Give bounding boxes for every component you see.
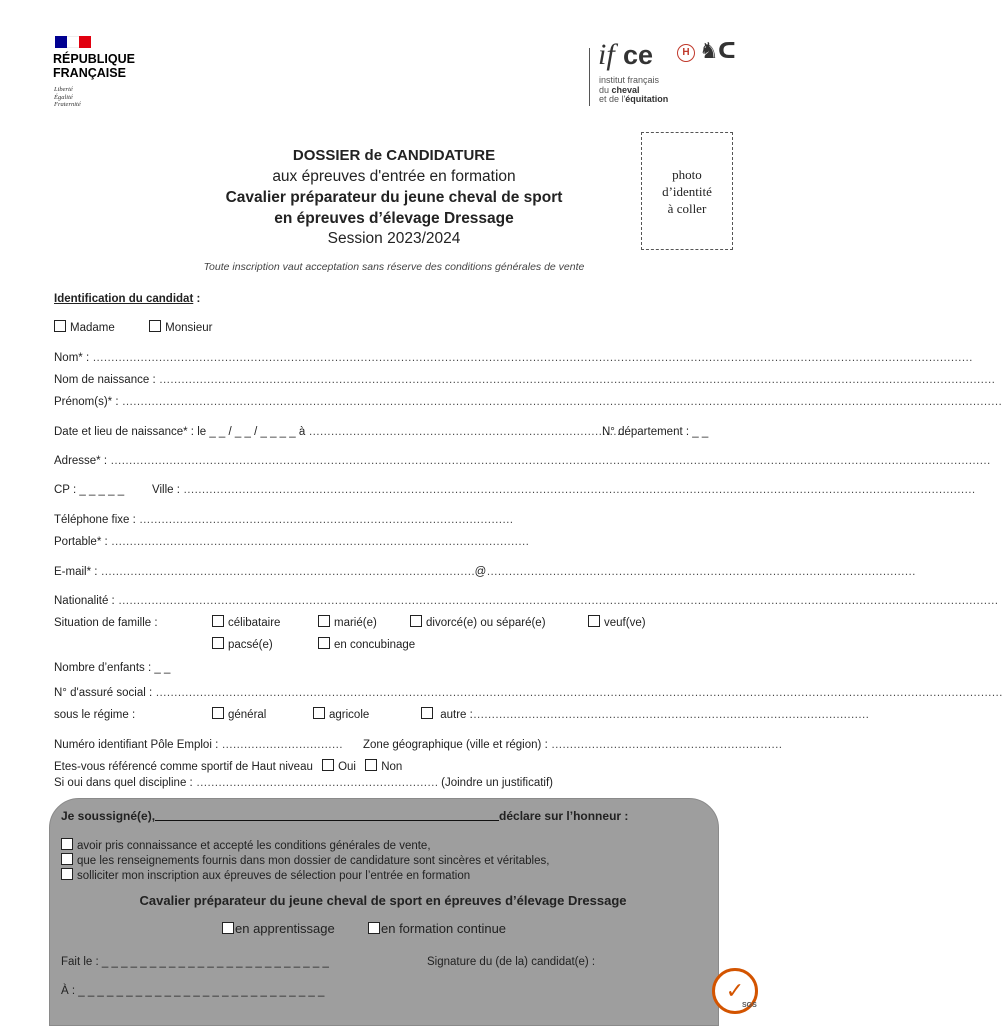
- celibataire-option[interactable]: célibataire: [212, 615, 280, 631]
- declaration-item-2[interactable]: que les renseignements fournis dans mon dossier de candidature sont sincères et véritables,: [61, 853, 549, 869]
- ifce-logo-rule: [589, 48, 590, 106]
- regime-general-option[interactable]: général: [212, 707, 266, 723]
- pole-emploi-field[interactable]: Numéro identifiant Pôle Emploi : ……………………………: [54, 739, 343, 751]
- item3-checkbox[interactable]: [61, 868, 73, 880]
- document-title: [120, 146, 668, 249]
- haut-niveau-non-checkbox[interactable]: [365, 759, 377, 771]
- section-identification: Identification du candidat :: [54, 293, 201, 305]
- lieu-field[interactable]: À : _ _ _ _ _ _ _ _ _ _ _ _ _ _ _ _ _ _ _ _ _ _ _ _ _ _: [61, 985, 325, 997]
- autre-checkbox[interactable]: [421, 707, 433, 719]
- fait-le-field[interactable]: Fait le : _ _ _ _ _ _ _ _ _ _ _ _ _ _ _ _ _ _ _ _ _ _ _ _: [61, 956, 329, 968]
- nom-field[interactable]: Nom* : ……………………………………………………………………………………………………………………………………………………………………………………………………………………: [54, 352, 973, 364]
- sgs-label: SGS: [742, 1002, 757, 1009]
- regime-autre-option[interactable]: autre :………………………………………………………………………………………………: [421, 707, 734, 723]
- photo-placeholder: photo d’identité à coller: [641, 132, 733, 250]
- concubinage-option[interactable]: en concubinage: [318, 637, 415, 653]
- formation-continue-option[interactable]: en formation continue: [368, 921, 506, 937]
- marie-checkbox[interactable]: [318, 615, 330, 627]
- concubinage-checkbox[interactable]: [318, 637, 330, 649]
- email-field[interactable]: E-mail* : …………………………………………………………………………………………@………………………………………………………………………………………………………: [54, 566, 916, 578]
- marie-option[interactable]: marié(e): [318, 615, 377, 631]
- general-checkbox[interactable]: [212, 707, 224, 719]
- portable-field[interactable]: Portable* : ……………………………………………………………………………………………………: [54, 536, 529, 548]
- flag-red: [79, 36, 91, 48]
- ifce-haras-icon: H: [677, 44, 695, 62]
- prenom-field[interactable]: Prénom(s)* : ……………………………………………………………………………………………………………………………………………………………………………………………………………………: [54, 396, 1002, 408]
- tagline: Toute inscription vaut acceptation sans réserve des conditions générales de vente: [203, 261, 585, 273]
- pacse-option[interactable]: pacsé(e): [212, 637, 273, 653]
- nombre-enfants-field[interactable]: Nombre d’enfants : _ _: [54, 662, 171, 674]
- declaration-item-1[interactable]: avoir pris connaissance et accepté les conditions générales de vente,: [61, 838, 431, 854]
- discipline-field[interactable]: Si oui dans quel discipline : ………………………………………………………… (Joindre un justificatif): [54, 777, 553, 789]
- monsieur-label: Monsieur: [165, 322, 213, 334]
- check-icon: ✓: [725, 978, 745, 1003]
- title-line-4: en épreuves d’élevage Dressage: [274, 210, 514, 227]
- celibataire-checkbox[interactable]: [212, 615, 224, 627]
- apprentissage-option[interactable]: en apprentissage: [222, 921, 335, 937]
- title-line-3: Cavalier préparateur du jeune cheval de sport: [225, 189, 563, 206]
- divorce-option[interactable]: divorcé(e) ou séparé(e): [410, 615, 546, 631]
- madame-label: Madame: [70, 322, 115, 334]
- title-line-2: aux épreuves d'entrée en formation: [272, 168, 516, 185]
- assure-social-field[interactable]: N° d'assuré social : ……………………………………………………………………………………………………………………………………………………………………………………………………………: [54, 687, 1002, 699]
- title-line-1: DOSSIER de CANDIDATURE: [292, 147, 496, 164]
- declaration-item-3[interactable]: solliciter mon inscription aux épreuves de sélection pour l’entrée en formation: [61, 868, 470, 884]
- formation-title: Cavalier préparateur du jeune cheval de sport en épreuves d’élevage Dressage: [139, 893, 627, 908]
- regime-agricole-option[interactable]: agricole: [313, 707, 369, 723]
- haut-niveau-oui-checkbox[interactable]: [322, 759, 334, 771]
- formation-continue-checkbox[interactable]: [368, 922, 380, 934]
- cadre-noir-icon: ᑕ: [718, 38, 736, 63]
- ifce-logo-subtitle: institut français du cheval et de l'équitation: [599, 75, 669, 104]
- signature-label: Signature du (de la) candidat(e) :: [427, 956, 596, 968]
- telephone-fixe-field[interactable]: Téléphone fixe : …………………………………………………………………………………………: [54, 514, 514, 526]
- divorce-checkbox[interactable]: [410, 615, 422, 627]
- veuf-option[interactable]: veuf(ve): [588, 615, 646, 631]
- horse-icon: ♞: [699, 38, 719, 63]
- situation-famille-label: Situation de famille :: [54, 617, 158, 629]
- nom-naissance-field[interactable]: Nom de naissance : …………………………………………………………………………………………………………………………………………………………………………………………………………: [54, 374, 995, 386]
- soussigne-field[interactable]: Je soussigné(e), déclare sur l’honneur :: [61, 809, 629, 823]
- title-line-5: Session 2023/2024: [327, 230, 461, 247]
- apprentissage-checkbox[interactable]: [222, 922, 234, 934]
- monsieur-checkbox[interactable]: [149, 320, 161, 332]
- republique-francaise-motto: Liberté Égalité Fraternité: [54, 86, 81, 108]
- republique-francaise-title: RÉPUBLIQUE FRANÇAISE: [53, 52, 135, 80]
- flag-blue: [55, 36, 67, 48]
- item2-checkbox[interactable]: [61, 853, 73, 865]
- pacse-checkbox[interactable]: [212, 637, 224, 649]
- item1-checkbox[interactable]: [61, 838, 73, 850]
- haut-niveau-question: Etes-vous référencé comme sportif de Haut niveau Oui Non: [54, 761, 403, 773]
- adresse-field[interactable]: Adresse* : ……………………………………………………………………………………………………………………………………………………………………………………………………………………: [54, 455, 991, 467]
- veuf-checkbox[interactable]: [588, 615, 600, 627]
- madame-checkbox[interactable]: [54, 320, 66, 332]
- flag-white: [67, 36, 79, 48]
- republique-francaise-flag: [55, 36, 91, 48]
- ifce-logo-ce: ce: [623, 40, 654, 70]
- agricole-checkbox[interactable]: [313, 707, 325, 719]
- date-lieu-naissance-field[interactable]: Date et lieu de naissance* : le _ _ / _ _ / _ _ _ _ à ……………………………………………………………………………: [54, 426, 628, 438]
- civility-row: [54, 320, 734, 336]
- departement-field[interactable]: N° département : _ _: [602, 426, 709, 438]
- ville-field[interactable]: Ville : ………………………………………………………………………………………………………………………………………………………………………………………………: [152, 484, 976, 496]
- zone-geographique-field[interactable]: Zone géographique (ville et région) : ………………………………………………………: [363, 739, 782, 751]
- ifce-logo-if: if: [598, 38, 615, 71]
- cp-field[interactable]: CP : _ _ _ _ _: [54, 484, 125, 496]
- regime-label: sous le régime :: [54, 709, 136, 721]
- nationalite-field[interactable]: Nationalité : ……………………………………………………………………………………………………………………………………………………………………………………………………………………: [54, 595, 998, 607]
